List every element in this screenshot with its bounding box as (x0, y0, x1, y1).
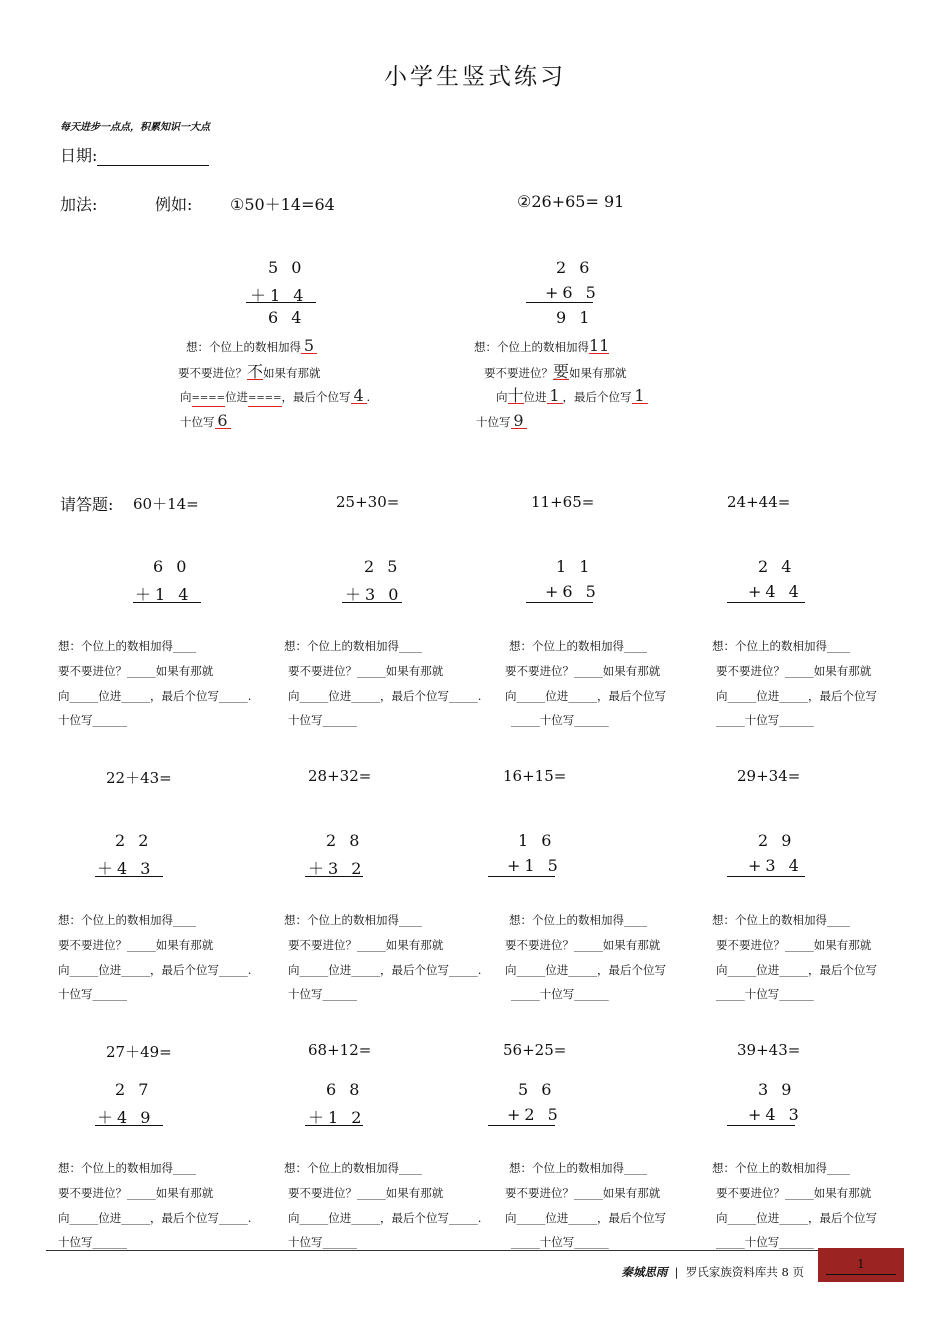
footer-library: 罗氏家族资料库共 8 页 (685, 1265, 804, 1279)
problem-10-top: 6 8 (326, 1080, 364, 1099)
problem-4-equation: 24+44= (727, 493, 791, 511)
example-1-top: 5 0 (268, 258, 306, 277)
problem-8-top: 2 9 (758, 831, 796, 850)
footer-separator: | (674, 1265, 679, 1279)
problem-9-think: 想：个位上的数相加得____ 要不要进位？_____如果有那就 向_____位进_____，最后个位写_____. 十位写______ (58, 1161, 252, 1250)
problem-9-rule (95, 1125, 163, 1126)
example-1-think-line-1: 想：个位上的数相加得 5 (186, 338, 317, 355)
problem-9-equation: 27＋49= (106, 1043, 172, 1061)
example-1-think-line-3: 向====位进====，最后个位写 4 . (180, 386, 371, 405)
problem-11-bottom: +2 5 (507, 1105, 562, 1124)
date-blank[interactable] (97, 151, 209, 166)
problem-12-rule (727, 1125, 795, 1126)
problem-9-bottom: ＋4 9 (97, 1108, 155, 1127)
problem-12-think: 想：个位上的数相加得____ 要不要进位？_____如果有那就 向_____位进_____，最后个位写 _____十位写______ (712, 1161, 877, 1250)
footer-rule (46, 1250, 818, 1251)
example-2-answer-sum: 11 (589, 336, 610, 355)
problem-5-bottom: ＋4 3 (97, 859, 155, 878)
problem-3-equation: 11+65= (531, 493, 595, 511)
example-1-answer-carry-amount: ==== (248, 391, 282, 407)
problem-10-rule (305, 1125, 363, 1126)
problem-10-think: 想：个位上的数相加得____ 要不要进位？_____如果有那就 向_____位进_____，最后个位写_____. 十位写______ (284, 1161, 482, 1250)
problem-1-equation: 60＋14= (133, 495, 199, 513)
example-1-answer-place: ==== (192, 391, 226, 407)
example-2-answer-ones: 1 (632, 388, 648, 404)
problem-10-bottom: ＋1 2 (308, 1108, 366, 1127)
problem-1-bottom: ＋1 4 (135, 585, 193, 604)
example-1-bottom: ＋1 4 (250, 286, 308, 305)
example-2-top: 2 6 (556, 258, 594, 277)
problem-8-think: 想：个位上的数相加得____ 要不要进位？_____如果有那就 向_____位进_____，最后个位写 _____十位写______ (712, 913, 877, 1002)
page-number: 1 (857, 1257, 865, 1271)
example-1-think-line-2: 要不要进位？不如果有那就 (178, 362, 321, 381)
problem-6-think: 想：个位上的数相加得____ 要不要进位？_____如果有那就 向_____位进_____，最后个位写_____. 十位写______ (284, 913, 482, 1002)
problem-5-rule (95, 876, 163, 877)
problem-12-top: 3 9 (758, 1080, 796, 1099)
problem-7-bottom: +1 5 (507, 856, 562, 875)
problem-8-rule (727, 876, 805, 877)
example-1-think-line-4: 十位写 6 (180, 413, 231, 430)
footer-source: 秦城思雨 (621, 1265, 668, 1279)
problem-11-think: 想：个位上的数相加得____ 要不要进位？_____如果有那就 向_____位进_____，最后个位写 _____十位写______ (505, 1161, 666, 1250)
problem-2-think: 想：个位上的数相加得____ 要不要进位？_____如果有那就 向_____位进_____，最后个位写_____. 十位写______ (284, 639, 482, 728)
problem-11-rule (488, 1125, 555, 1126)
problem-3-rule (526, 602, 593, 603)
problem-8-bottom: +3 4 (748, 856, 803, 875)
problem-11-top: 5 6 (518, 1080, 556, 1099)
problem-2-bottom: ＋3 0 (345, 585, 403, 604)
example-2-answer-carry-amount: 1 (547, 388, 563, 404)
problem-2-equation: 25+30= (336, 493, 400, 511)
example-label: 例如: (155, 195, 193, 214)
example-1-equation: ①50＋14=64 (230, 195, 335, 214)
example-2-answer-tens: 9 (511, 413, 527, 429)
problem-6-top: 2 8 (326, 831, 364, 850)
problem-4-bottom: +4 4 (748, 582, 803, 601)
problem-2-rule (342, 602, 402, 603)
problem-12-bottom: +4 3 (748, 1105, 803, 1124)
problem-3-top: 1 1 (556, 557, 594, 576)
example-2-think-line-1: 想：个位上的数相加得11 (474, 336, 610, 355)
problem-7-equation: 16+15= (503, 767, 567, 785)
problem-6-bottom: ＋3 2 (308, 859, 366, 878)
example-1-result: 6 4 (268, 308, 306, 327)
problem-12-equation: 39+43= (737, 1041, 801, 1059)
page-number-underline (826, 1274, 896, 1275)
problem-2-top: 2 5 (364, 557, 402, 576)
problem-5-think: 想：个位上的数相加得____ 要不要进位？_____如果有那就 向_____位进_____，最后个位写_____. 十位写______ (58, 913, 252, 1002)
page-number-box (818, 1248, 904, 1282)
problem-5-equation: 22＋43= (106, 769, 172, 787)
example-1-answer-ones: 4 (351, 388, 367, 404)
problem-4-think: 想：个位上的数相加得____ 要不要进位？_____如果有那就 向_____位进_____，最后个位写 _____十位写______ (712, 639, 877, 728)
example-2-think-line-3: 向十位进 1 ，最后个位写 1 (496, 388, 648, 405)
example-2-result: 9 1 (556, 308, 594, 327)
problem-7-rule (488, 876, 555, 877)
example-2-rule (526, 302, 593, 303)
problem-1-top: 6 0 (153, 557, 191, 576)
problem-1-think: 想：个位上的数相加得____ 要不要进位？_____如果有那就 向_____位进_____，最后个位写_____. 十位写______ (58, 639, 252, 728)
problem-8-equation: 29+34= (737, 767, 801, 785)
example-2-think-line-4: 十位写 9 (476, 413, 527, 430)
date-label: 日期: (60, 146, 98, 165)
example-1-answer-carry: 不 (247, 362, 264, 381)
example-2-answer-carry: 要 (553, 362, 570, 381)
problem-4-rule (727, 602, 805, 603)
problem-1-rule (133, 602, 201, 603)
example-2-think-line-2: 要不要进位？要如果有那就 (484, 362, 627, 381)
date-field (60, 143, 209, 166)
problem-5-top: 2 2 (115, 831, 153, 850)
problem-6-equation: 28+32= (308, 767, 372, 785)
example-2-answer-place: 十 (507, 386, 524, 405)
problem-7-top: 1 6 (518, 831, 556, 850)
problem-6-rule (305, 876, 363, 877)
example-1-rule (246, 302, 316, 303)
example-2-bottom: +6 5 (545, 283, 600, 302)
problem-3-think: 想：个位上的数相加得____ 要不要进位？_____如果有那就 向_____位进_____，最后个位写 _____十位写______ (505, 639, 666, 728)
example-1-answer-tens: 6 (215, 413, 231, 429)
problem-7-think: 想：个位上的数相加得____ 要不要进位？_____如果有那就 向_____位进_____，最后个位写 _____十位写______ (505, 913, 666, 1002)
problem-9-top: 2 7 (115, 1080, 153, 1099)
example-1-answer-sum: 5 (301, 338, 317, 354)
problem-4-top: 2 4 (758, 557, 796, 576)
problem-10-equation: 68+12= (308, 1041, 372, 1059)
section-label-addition: 加法: (60, 195, 98, 214)
problem-3-bottom: +6 5 (545, 582, 600, 601)
answer-section-label: 请答题: (60, 495, 114, 514)
footer-text (621, 1264, 804, 1280)
page-title: 小学生竖式练习 (384, 64, 566, 90)
problem-11-equation: 56+25= (503, 1041, 567, 1059)
example-2-equation: ②26+65= 91 (517, 192, 625, 211)
motto: 每天进步一点点，积累知识一大点 (60, 122, 210, 133)
